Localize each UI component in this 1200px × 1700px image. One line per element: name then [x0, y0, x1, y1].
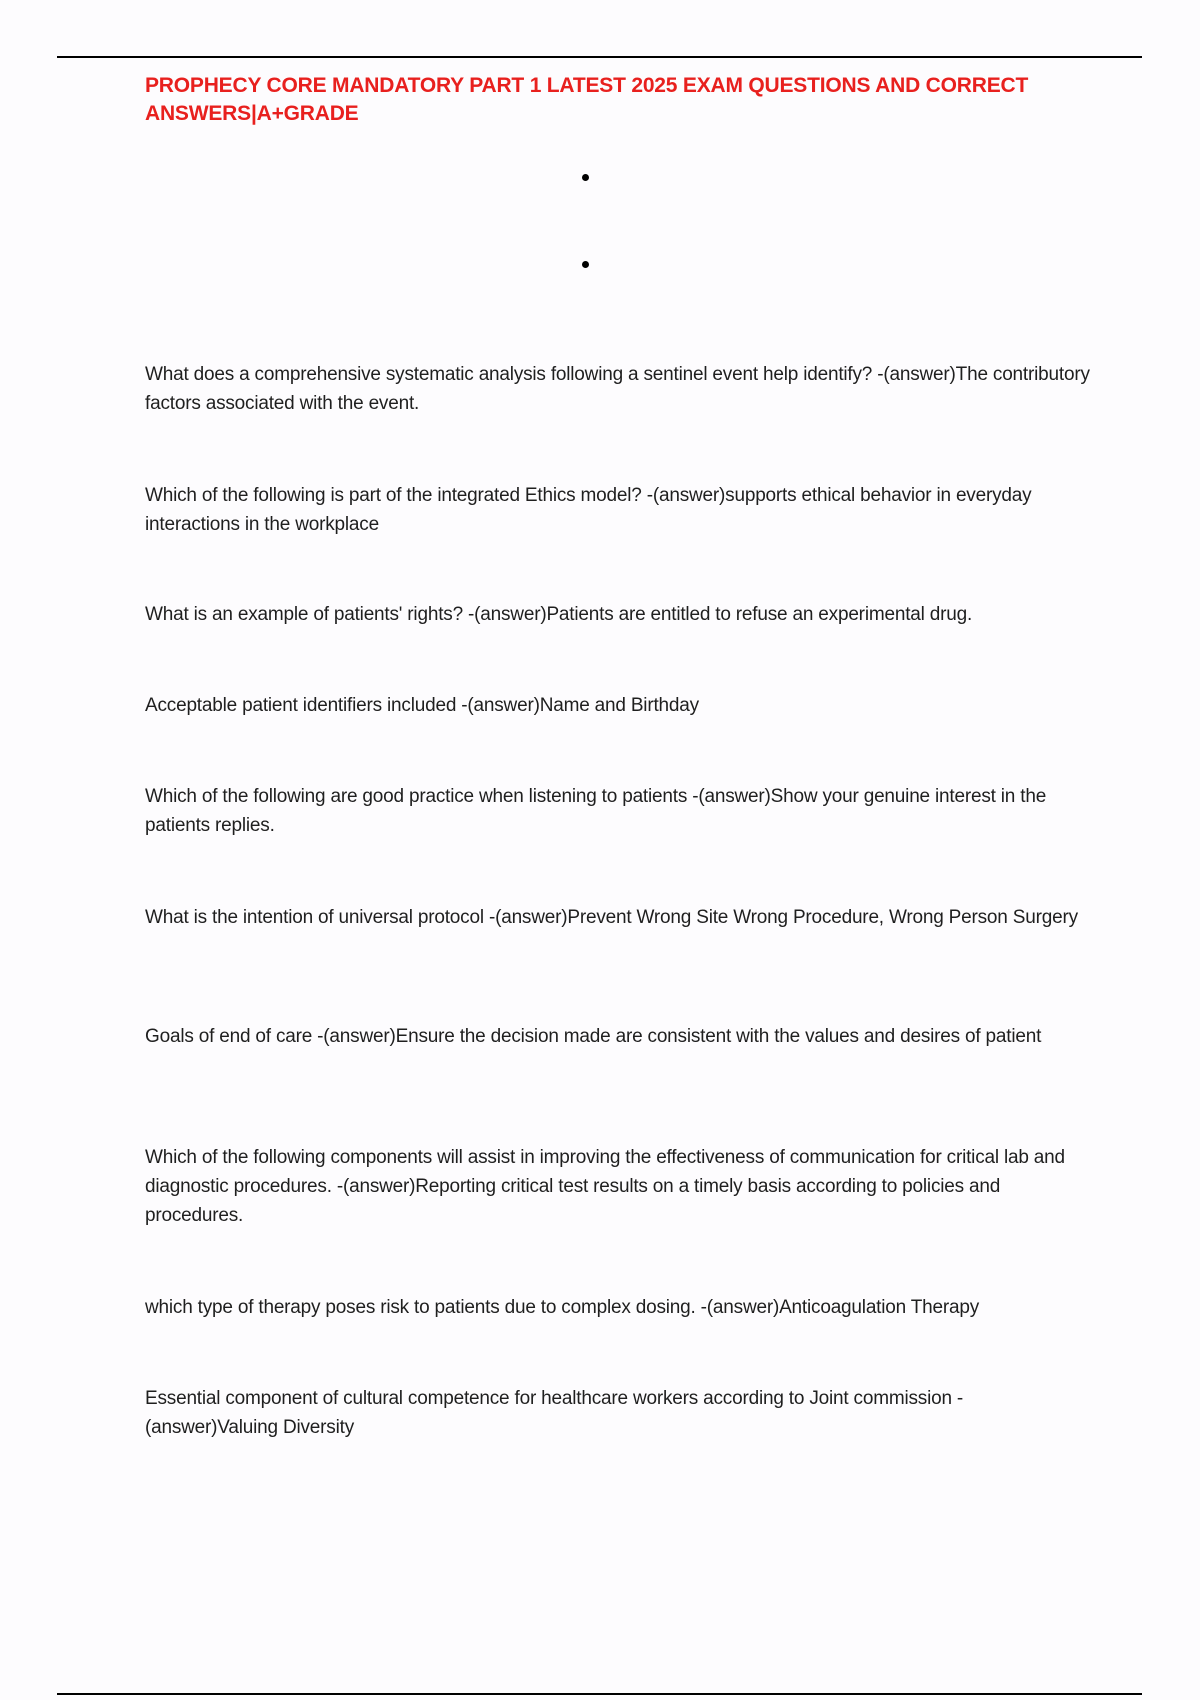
qa-item: What is an example of patients' rights? -(answer)Patients are entitled to refuse an experimental drug.: [145, 604, 973, 625]
qa-item: Acceptable patient identifiers included -(answer)Name and Birthday: [145, 695, 699, 716]
qa-item: Which of the following components will assist in improving the effectiveness of communication for critical lab and diagnostic procedures. -(answer)Reporting critical test results on a timely basis according to policies and procedures.: [145, 1147, 1065, 1226]
qa-item: which type of therapy poses risk to patients due to complex dosing. -(answer)Anticoagulation Therapy: [145, 1297, 980, 1318]
bullet-point: [582, 261, 589, 268]
bullet-point: [582, 174, 589, 181]
qa-item: What does a comprehensive systematic analysis following a sentinel event help identify? -(answer)The contributory factors associated with the event.: [145, 364, 1090, 414]
top-divider: [57, 56, 1142, 58]
document-title: PROPHECY CORE MANDATORY PART 1 LATEST 2025 EXAM QUESTIONS AND CORRECT ANSWERS|A+GRADE: [145, 74, 1029, 125]
qa-item: What is the intention of universal protocol -(answer)Prevent Wrong Site Wrong Procedure, Wrong Person Surgery: [145, 907, 1078, 928]
qa-item: Which of the following is part of the integrated Ethics model? -(answer)supports ethical behavior in everyday interactions in the workplace: [145, 485, 1032, 535]
qa-item: Essential component of cultural competence for healthcare workers according to Joint commission -(answer)Valuing Diversity: [145, 1388, 964, 1438]
qa-item: Which of the following are good practice when listening to patients -(answer)Show your genuine interest in the patients replies.: [145, 786, 1047, 836]
bottom-divider: [57, 1693, 1142, 1695]
qa-item: Goals of end of care -(answer)Ensure the decision made are consistent with the values and desires of patient: [145, 1026, 1042, 1047]
